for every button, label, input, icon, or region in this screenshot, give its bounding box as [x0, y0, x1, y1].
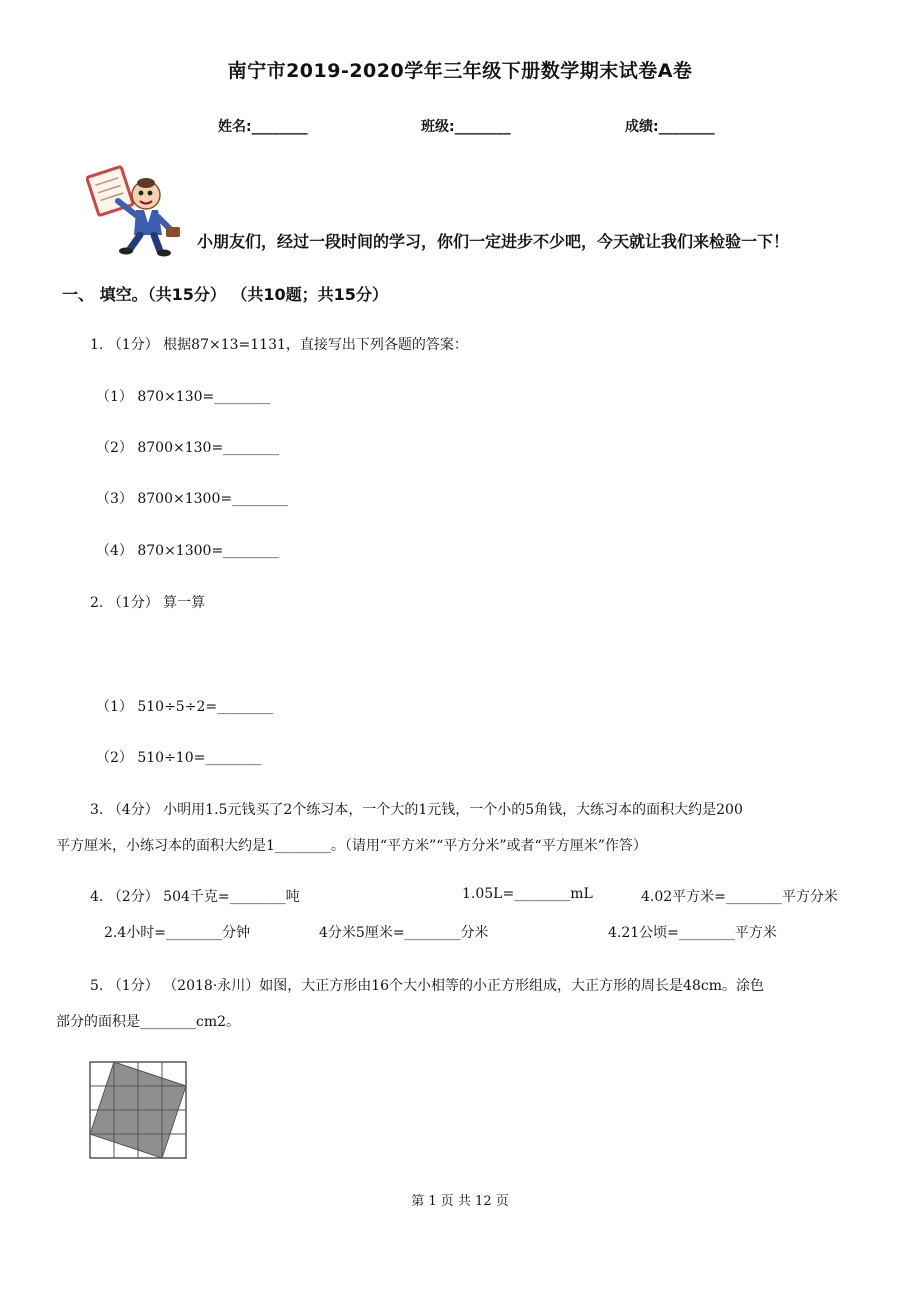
class-field: 班级:________	[421, 119, 511, 135]
question-4-stem: 4. （2分） 504千克=________吨	[90, 889, 300, 905]
question-5-line: 5. （1分） （2018·永川）如图，大正方形由16个大小相等的小正方形组成，大正方形的周长是48cm。涂色	[90, 978, 764, 994]
question-5-line: 部分的面积是________cm2。	[56, 1014, 241, 1030]
grid-figure	[88, 1060, 190, 1162]
question-1-item: （4） 870×1300=________	[96, 543, 280, 559]
question-2-item: （2） 510÷10=________	[96, 750, 262, 766]
page-footer: 第 1 页 共 12 页	[411, 1194, 509, 1209]
question-2-stem: 2. （1分） 算一算	[90, 595, 206, 611]
question-4-part: 2.4小时=________分钟	[104, 925, 250, 941]
page-title: 南宁市2019-2020学年三年级下册数学期末试卷A卷	[227, 60, 693, 82]
mascot-illustration	[86, 165, 186, 257]
question-4-part: 4.21公顷=________平方米	[608, 925, 777, 941]
question-4-part: 4.02平方米=________平方分米	[641, 889, 838, 905]
question-1-stem: 1. （1分） 根据87×13=1131，直接写出下列各题的答案：	[90, 337, 468, 353]
section-heading: 一、 填空。（共15分） （共10题；共15分）	[62, 285, 388, 304]
question-4-part: 4分米5厘米=________分米	[319, 925, 489, 941]
question-1-item: （3） 8700×1300=________	[96, 491, 289, 507]
question-1-item: （1） 870×130=________	[96, 389, 271, 405]
question-4-part: 1.05L=________mL	[462, 886, 593, 902]
question-3-line: 3. （4分） 小明用1.5元钱买了2个练习本，一个大的1元钱，一个小的5角钱，大练习本的面积大约是200	[90, 802, 743, 818]
question-2-item: （1） 510÷5÷2=________	[96, 699, 274, 715]
question-1-item: （2） 8700×130=________	[96, 440, 280, 456]
intro-text: 小朋友们，经过一段时间的学习，你们一定进步不少吧，今天就让我们来检验一下！	[197, 232, 790, 251]
score-field: 成绩:________	[625, 119, 715, 135]
name-field: 姓名:________	[218, 119, 308, 135]
question-3-line: 平方厘米，小练习本的面积大约是1________。（请用“平方米”“平方分米”或者“平方厘米”作答）	[56, 838, 647, 854]
